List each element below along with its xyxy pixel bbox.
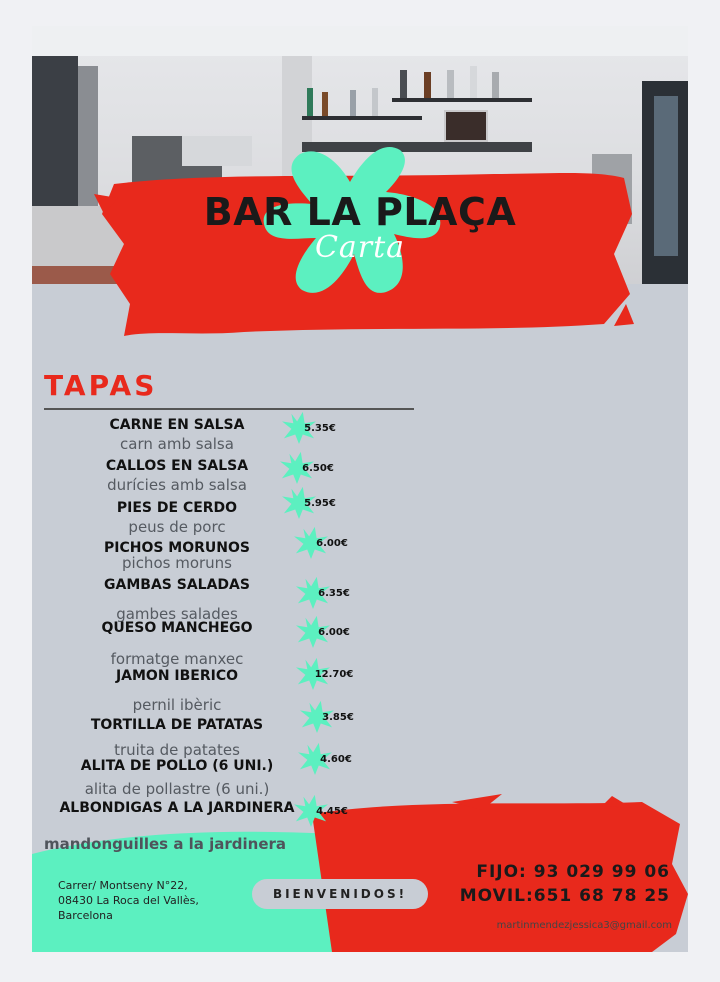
price-value: 3.85€ bbox=[322, 712, 354, 723]
menu-item bbox=[32, 539, 322, 573]
price-tag bbox=[302, 537, 362, 551]
menu-item bbox=[32, 499, 322, 537]
item-name-catalan: formatge manxec bbox=[110, 650, 244, 668]
price-value: 6.50€ bbox=[302, 463, 334, 474]
menu-item-catalan bbox=[44, 834, 304, 854]
menu-item bbox=[32, 716, 322, 760]
item-name: GAMBAS SALADAS bbox=[104, 577, 250, 593]
item-name: ALITA DE POLLO (6 UNI.) bbox=[80, 758, 274, 774]
price-value: 6.00€ bbox=[316, 538, 348, 549]
price-value: 12.70€ bbox=[314, 669, 354, 680]
landline-phone: FIJO: 93 029 99 06 bbox=[476, 862, 670, 882]
address-line: 08430 La Roca del Vallès, bbox=[58, 894, 199, 907]
item-name: CALLOS EN SALSA bbox=[105, 458, 249, 474]
menu-item bbox=[32, 619, 322, 669]
price-tag bbox=[290, 422, 350, 436]
carta-subtitle: Carta bbox=[314, 230, 406, 265]
menu-item bbox=[32, 416, 322, 454]
item-name: QUESO MANCHEGO bbox=[101, 620, 253, 636]
price-tag bbox=[304, 626, 364, 640]
price-tag bbox=[306, 753, 366, 767]
menu-item bbox=[32, 576, 322, 624]
address-line: Barcelona bbox=[58, 909, 113, 922]
section-title-tapas: TAPAS bbox=[44, 369, 158, 402]
menu-item bbox=[32, 799, 322, 817]
item-name-catalan: peus de porc bbox=[128, 518, 226, 536]
price-tag bbox=[290, 497, 350, 511]
bar-name-title: BAR LA PLAÇA bbox=[203, 190, 517, 234]
menu-item bbox=[32, 757, 322, 799]
contact-email: martinmendezjessica3@gmail.com bbox=[496, 920, 672, 931]
price-value: 5.35€ bbox=[304, 423, 336, 434]
item-name: CARNE EN SALSA bbox=[109, 417, 245, 433]
price-value: 6.00€ bbox=[318, 627, 350, 638]
section-divider bbox=[44, 408, 414, 410]
item-name-catalan: pichos moruns bbox=[122, 554, 232, 572]
price-tag bbox=[308, 711, 368, 725]
menu-page bbox=[32, 26, 688, 952]
item-name-catalan: carn amb salsa bbox=[120, 435, 234, 453]
welcome-badge: BIENVENIDOS! bbox=[252, 879, 428, 909]
mobile-phone: MOVIL:651 68 78 25 bbox=[459, 886, 670, 906]
price-value: 6.35€ bbox=[318, 588, 350, 599]
price-value: 4.45€ bbox=[316, 806, 348, 817]
item-name: PICHOS MORUNOS bbox=[103, 540, 250, 556]
item-name-catalan: mandonguilles a la jardinera bbox=[44, 835, 287, 853]
item-name: PIES DE CERDO bbox=[116, 500, 238, 516]
item-name-catalan: pernil ibèric bbox=[132, 696, 222, 714]
item-name: JAMON IBERICO bbox=[115, 668, 239, 684]
price-value: 5.95€ bbox=[304, 498, 336, 509]
price-tag bbox=[302, 805, 362, 819]
item-name: ALBONDIGAS A LA JARDINERA bbox=[59, 800, 295, 816]
price-tag bbox=[304, 668, 364, 682]
price-value: 4.60€ bbox=[320, 754, 352, 765]
item-name-catalan: durícies amb salsa bbox=[107, 476, 247, 494]
address-block bbox=[58, 878, 199, 923]
price-tag bbox=[304, 587, 364, 601]
item-name-catalan: gambes salades bbox=[116, 605, 238, 623]
item-name-catalan: alita de pollastre (6 uni.) bbox=[84, 780, 270, 798]
item-name: TORTILLA DE PATATAS bbox=[90, 717, 264, 733]
menu-item bbox=[32, 667, 322, 715]
address-line: Carrer/ Montseny N°22, bbox=[58, 879, 188, 892]
price-tag bbox=[288, 462, 348, 476]
item-name-catalan: truita de patates bbox=[114, 741, 240, 759]
